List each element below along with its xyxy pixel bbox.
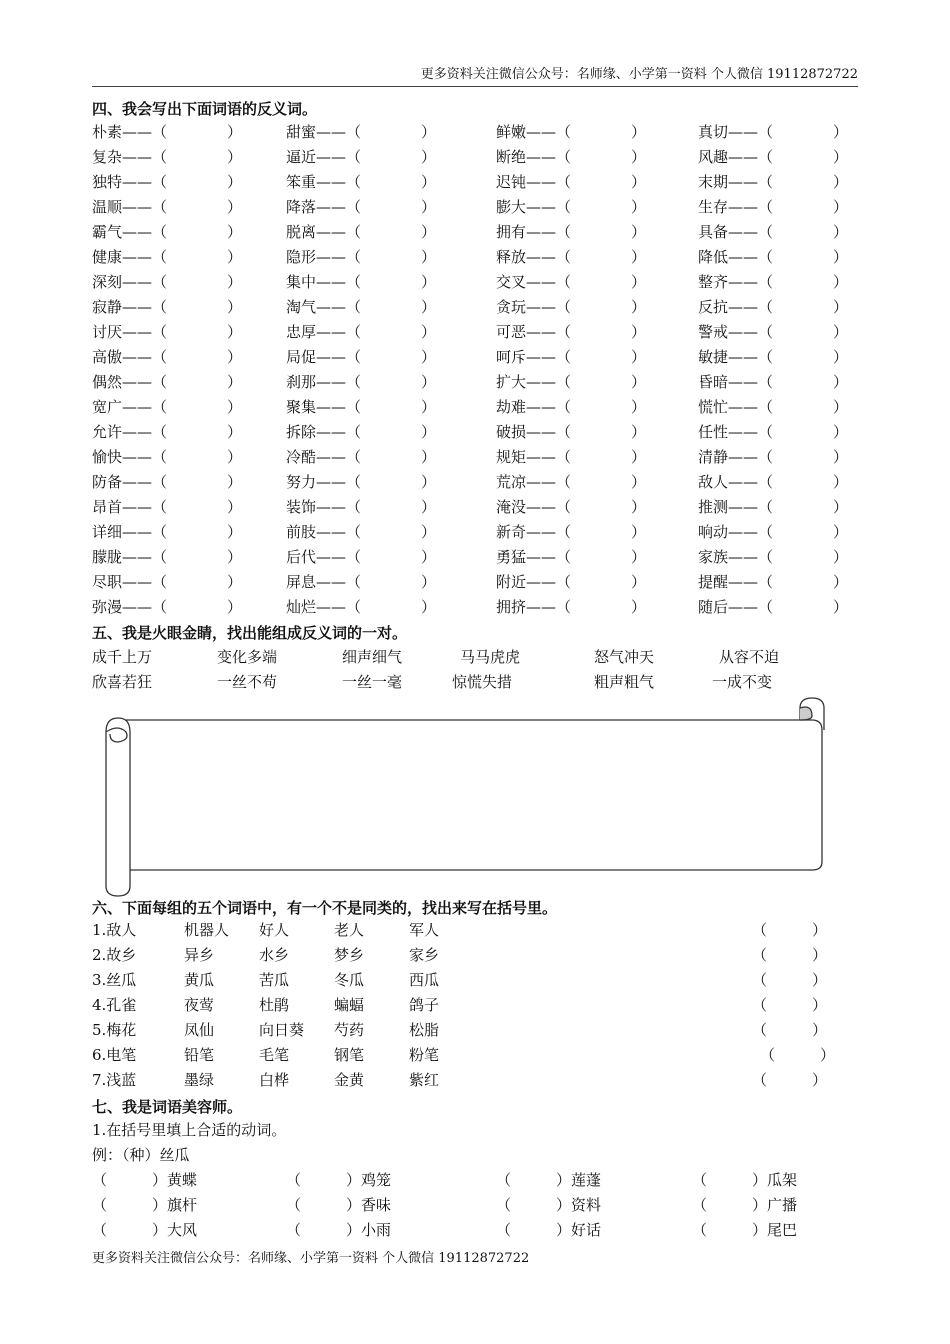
antonym-item[interactable]: 讨厌——（ ） xyxy=(92,323,243,341)
word: 粉笔 xyxy=(409,1046,440,1064)
antonym-item[interactable]: 淹没——（ ） xyxy=(496,498,647,516)
antonym-item[interactable]: 温顺——（ ） xyxy=(92,198,243,216)
antonym-item[interactable]: 宽广——（ ） xyxy=(92,398,243,416)
antonym-item[interactable]: 寂静——（ ） xyxy=(92,298,243,316)
verb-fill-item[interactable]: （ ）黄蝶 xyxy=(92,1171,198,1189)
idiom: 细声细气 xyxy=(342,648,403,666)
antonym-item[interactable]: 破损——（ ） xyxy=(496,423,647,441)
antonym-row xyxy=(92,570,862,595)
word: 西瓜 xyxy=(409,971,440,989)
verb-fill-row xyxy=(92,1218,862,1243)
antonym-item[interactable]: 降低——（ ） xyxy=(698,248,849,266)
word: 1.敌人 xyxy=(92,921,137,939)
odd-one-out-row xyxy=(92,993,862,1018)
antonym-item[interactable]: 清静——（ ） xyxy=(698,448,849,466)
verb-fill-item[interactable]: （ ）瓜架 xyxy=(692,1171,798,1189)
antonym-item[interactable]: 提醒——（ ） xyxy=(698,573,849,591)
antonym-row xyxy=(92,370,862,395)
word: 钢笔 xyxy=(334,1046,365,1064)
idiom: 马马虎虎 xyxy=(460,648,521,666)
antonym-item[interactable]: 朦胧——（ ） xyxy=(92,548,243,566)
antonym-item[interactable]: 脱离——（ ） xyxy=(286,223,437,241)
antonym-row xyxy=(92,420,862,445)
antonym-row xyxy=(92,320,862,345)
idiom: 变化多端 xyxy=(217,648,278,666)
antonym-item[interactable]: 随后——（ ） xyxy=(698,598,849,616)
verb-fill-item[interactable]: （ ）尾巴 xyxy=(692,1221,798,1239)
verb-fill-row xyxy=(92,1168,862,1193)
antonym-item[interactable]: 慌忙——（ ） xyxy=(698,398,849,416)
idiom: 一丝不苟 xyxy=(217,673,278,691)
antonym-item[interactable]: 逼近——（ ） xyxy=(286,148,437,166)
antonym-item[interactable]: 健康——（ ） xyxy=(92,248,243,266)
antonym-row xyxy=(92,595,862,620)
antonym-item[interactable]: 荒凉——（ ） xyxy=(496,473,647,491)
verb-fill-item[interactable]: （ ）莲蓬 xyxy=(496,1171,602,1189)
answer-blank[interactable]: （ ） xyxy=(752,946,828,964)
verb-fill-row xyxy=(92,1193,862,1218)
word: 梦乡 xyxy=(334,946,365,964)
antonym-item[interactable]: 规矩——（ ） xyxy=(496,448,647,466)
antonym-item[interactable]: 详细——（ ） xyxy=(92,523,243,541)
verb-fill-item[interactable]: （ ）好话 xyxy=(496,1221,602,1239)
antonym-item[interactable]: 敏捷——（ ） xyxy=(698,348,849,366)
antonym-row xyxy=(92,295,862,320)
antonym-item[interactable]: 响动——（ ） xyxy=(698,523,849,541)
word: 鸽子 xyxy=(409,996,440,1014)
antonym-item[interactable]: 灿烂——（ ） xyxy=(286,598,437,616)
antonym-item[interactable]: 生存——（ ） xyxy=(698,198,849,216)
word: 3.丝瓜 xyxy=(92,971,137,989)
word: 紫红 xyxy=(409,1071,440,1089)
antonym-item[interactable]: 装饰——（ ） xyxy=(286,498,437,516)
answer-blank[interactable]: （ ） xyxy=(760,1046,836,1064)
antonym-item[interactable]: 昂首——（ ） xyxy=(92,498,243,516)
antonym-item[interactable]: 深刻——（ ） xyxy=(92,273,243,291)
example-text: 例：（种）丝瓜 xyxy=(92,1146,190,1164)
antonym-item[interactable]: 局促——（ ） xyxy=(286,348,437,366)
antonym-item[interactable]: 鲜嫩——（ ） xyxy=(496,123,647,141)
odd-one-out-row xyxy=(92,943,862,968)
scroll-answer-box[interactable] xyxy=(96,690,832,900)
antonym-item[interactable]: 膨大——（ ） xyxy=(496,198,647,216)
antonym-row xyxy=(92,345,862,370)
page-header: 更多资料关注微信公众号：名师缘、小学第一资料 个人微信 19112872722 xyxy=(92,66,858,87)
odd-one-out-row xyxy=(92,968,862,993)
answer-blank[interactable]: （ ） xyxy=(752,971,828,989)
word: 老人 xyxy=(334,921,365,939)
antonym-item[interactable]: 断绝——（ ） xyxy=(496,148,647,166)
word: 7.浅蓝 xyxy=(92,1071,137,1089)
word: 凤仙 xyxy=(184,1021,215,1039)
antonym-row xyxy=(92,520,862,545)
antonym-item[interactable]: 偶然——（ ） xyxy=(92,373,243,391)
word: 苦瓜 xyxy=(259,971,290,989)
antonym-item[interactable]: 隐形——（ ） xyxy=(286,248,437,266)
antonym-item[interactable]: 复杂——（ ） xyxy=(92,148,243,166)
antonym-item[interactable]: 推测——（ ） xyxy=(698,498,849,516)
idiom: 一丝一毫 xyxy=(342,673,403,691)
section7-example xyxy=(92,1143,862,1168)
antonym-row xyxy=(92,220,862,245)
word: 异乡 xyxy=(184,946,215,964)
antonym-row xyxy=(92,120,862,145)
antonym-item[interactable]: 忠厚——（ ） xyxy=(286,323,437,341)
antonym-row xyxy=(92,445,862,470)
antonym-item[interactable]: 拆除——（ ） xyxy=(286,423,437,441)
antonym-item[interactable]: 可恶——（ ） xyxy=(496,323,647,341)
antonym-item[interactable]: 愉快——（ ） xyxy=(92,448,243,466)
word: 水乡 xyxy=(259,946,290,964)
antonym-item[interactable]: 独特——（ ） xyxy=(92,173,243,191)
antonym-item[interactable]: 释放——（ ） xyxy=(496,248,647,266)
page-footer: 更多资料关注微信公众号：名师缘、小学第一资料 个人微信 19112872722 xyxy=(92,1251,530,1266)
antonym-item[interactable]: 霸气——（ ） xyxy=(92,223,243,241)
antonym-item[interactable]: 努力——（ ） xyxy=(286,473,437,491)
antonym-item[interactable]: 任性——（ ） xyxy=(698,423,849,441)
idiom: 欣喜若狂 xyxy=(92,673,153,691)
antonym-item[interactable]: 真切——（ ） xyxy=(698,123,849,141)
antonym-item[interactable]: 前肢——（ ） xyxy=(286,523,437,541)
antonym-item[interactable]: 附近——（ ） xyxy=(496,573,647,591)
word: 金黄 xyxy=(334,1071,365,1089)
antonym-row xyxy=(92,195,862,220)
answer-blank[interactable]: （ ） xyxy=(752,1071,828,1089)
antonym-item[interactable]: 劫难——（ ） xyxy=(496,398,647,416)
antonym-item[interactable]: 警戒——（ ） xyxy=(698,323,849,341)
antonym-item[interactable]: 末期——（ ） xyxy=(698,173,849,191)
antonym-item[interactable]: 风趣——（ ） xyxy=(698,148,849,166)
answer-blank[interactable]: （ ） xyxy=(752,921,828,939)
answer-blank[interactable]: （ ） xyxy=(752,996,828,1014)
word: 黄瓜 xyxy=(184,971,215,989)
antonym-item[interactable]: 淘气——（ ） xyxy=(286,298,437,316)
antonym-item[interactable]: 尽职——（ ） xyxy=(92,573,243,591)
word: 向日葵 xyxy=(259,1021,305,1039)
word: 铅笔 xyxy=(184,1046,215,1064)
verb-fill-item[interactable]: （ ）旗杆 xyxy=(92,1196,198,1214)
idiom: 成千上万 xyxy=(92,648,153,666)
word: 墨绿 xyxy=(184,1071,215,1089)
antonym-row xyxy=(92,395,862,420)
odd-one-out-row xyxy=(92,1068,862,1093)
answer-blank[interactable]: （ ） xyxy=(752,1021,828,1039)
antonym-row xyxy=(92,470,862,495)
antonym-item[interactable]: 反抗——（ ） xyxy=(698,298,849,316)
word: 机器人 xyxy=(184,921,230,939)
antonym-row xyxy=(92,245,862,270)
antonym-item[interactable]: 新奇——（ ） xyxy=(496,523,647,541)
antonym-item[interactable]: 降落——（ ） xyxy=(286,198,437,216)
antonym-row xyxy=(92,495,862,520)
idiom: 惊慌失措 xyxy=(452,673,513,691)
word: 家乡 xyxy=(409,946,440,964)
antonym-row xyxy=(92,270,862,295)
section5-row-1 xyxy=(92,645,862,670)
section7-title: 七、我是词语美容师。 xyxy=(92,1098,243,1116)
idiom: 怒气冲天 xyxy=(594,648,655,666)
antonym-item[interactable]: 勇猛——（ ） xyxy=(496,548,647,566)
antonym-item[interactable]: 甜蜜——（ ） xyxy=(286,123,437,141)
odd-one-out-row xyxy=(92,1018,862,1043)
antonym-row xyxy=(92,170,862,195)
antonym-item[interactable]: 敌人——（ ） xyxy=(698,473,849,491)
antonym-item[interactable]: 弥漫——（ ） xyxy=(92,598,243,616)
verb-fill-item[interactable]: （ ）大风 xyxy=(92,1221,198,1239)
word: 蝙蝠 xyxy=(334,996,365,1014)
antonym-item[interactable]: 后代——（ ） xyxy=(286,548,437,566)
word: 夜莺 xyxy=(184,996,215,1014)
section4-title: 四、我会写出下面词语的反义词。 xyxy=(92,100,318,118)
antonym-item[interactable]: 允许——（ ） xyxy=(92,423,243,441)
antonym-item[interactable]: 冷酷——（ ） xyxy=(286,448,437,466)
verb-fill-item[interactable]: （ ）小雨 xyxy=(286,1221,392,1239)
section7-sub1: 1.在括号里填上合适的动词。 xyxy=(92,1121,287,1139)
antonym-item[interactable]: 聚集——（ ） xyxy=(286,398,437,416)
antonym-item[interactable]: 整齐——（ ） xyxy=(698,273,849,291)
word: 杜鹃 xyxy=(259,996,290,1014)
antonym-item[interactable]: 家族——（ ） xyxy=(698,548,849,566)
verb-fill-item[interactable]: （ ）广播 xyxy=(692,1196,798,1214)
section5-title: 五、我是火眼金睛，找出能组成反义词的一对。 xyxy=(92,624,408,642)
antonym-item[interactable]: 呵斥——（ ） xyxy=(496,348,647,366)
scroll-icon xyxy=(96,690,832,900)
word: 6.电笔 xyxy=(92,1046,137,1064)
antonym-item[interactable]: 交叉——（ ） xyxy=(496,273,647,291)
word: 松脂 xyxy=(409,1021,440,1039)
antonym-row xyxy=(92,145,862,170)
word: 好人 xyxy=(259,921,290,939)
antonym-item[interactable]: 笨重——（ ） xyxy=(286,173,437,191)
antonym-item[interactable]: 高傲——（ ） xyxy=(92,348,243,366)
idiom: 从容不迫 xyxy=(719,648,780,666)
antonym-item[interactable]: 屏息——（ ） xyxy=(286,573,437,591)
word: 2.故乡 xyxy=(92,946,137,964)
antonym-item[interactable]: 昏暗——（ ） xyxy=(698,373,849,391)
antonym-item[interactable]: 拥有——（ ） xyxy=(496,223,647,241)
word: 4.孔雀 xyxy=(92,996,137,1014)
idiom: 一成不变 xyxy=(712,673,773,691)
word: 毛笔 xyxy=(259,1046,290,1064)
verb-fill-item[interactable]: （ ）鸡笼 xyxy=(286,1171,392,1189)
antonym-item[interactable]: 贪玩——（ ） xyxy=(496,298,647,316)
antonym-item[interactable]: 朴素——（ ） xyxy=(92,123,243,141)
word: 芍药 xyxy=(334,1021,365,1039)
verb-fill-item[interactable]: （ ）香味 xyxy=(286,1196,392,1214)
antonym-item[interactable]: 扩大——（ ） xyxy=(496,373,647,391)
antonym-row xyxy=(92,545,862,570)
word: 5.梅花 xyxy=(92,1021,137,1039)
antonym-item[interactable]: 迟钝——（ ） xyxy=(496,173,647,191)
odd-one-out-row xyxy=(92,1043,862,1068)
antonym-item[interactable]: 集中——（ ） xyxy=(286,273,437,291)
idiom: 粗声粗气 xyxy=(594,673,655,691)
verb-fill-item[interactable]: （ ）资料 xyxy=(496,1196,602,1214)
word: 军人 xyxy=(409,921,440,939)
word: 白桦 xyxy=(259,1071,290,1089)
section7-subtitle xyxy=(92,1118,862,1143)
antonym-item[interactable]: 拥挤——（ ） xyxy=(496,598,647,616)
word: 冬瓜 xyxy=(334,971,365,989)
odd-one-out-row xyxy=(92,918,862,943)
section6-title: 六、下面每组的五个词语中，有一个不是同类的，找出来写在括号里。 xyxy=(92,899,558,917)
antonym-item[interactable]: 防备——（ ） xyxy=(92,473,243,491)
antonym-item[interactable]: 刹那——（ ） xyxy=(286,373,437,391)
antonym-item[interactable]: 具备——（ ） xyxy=(698,223,849,241)
